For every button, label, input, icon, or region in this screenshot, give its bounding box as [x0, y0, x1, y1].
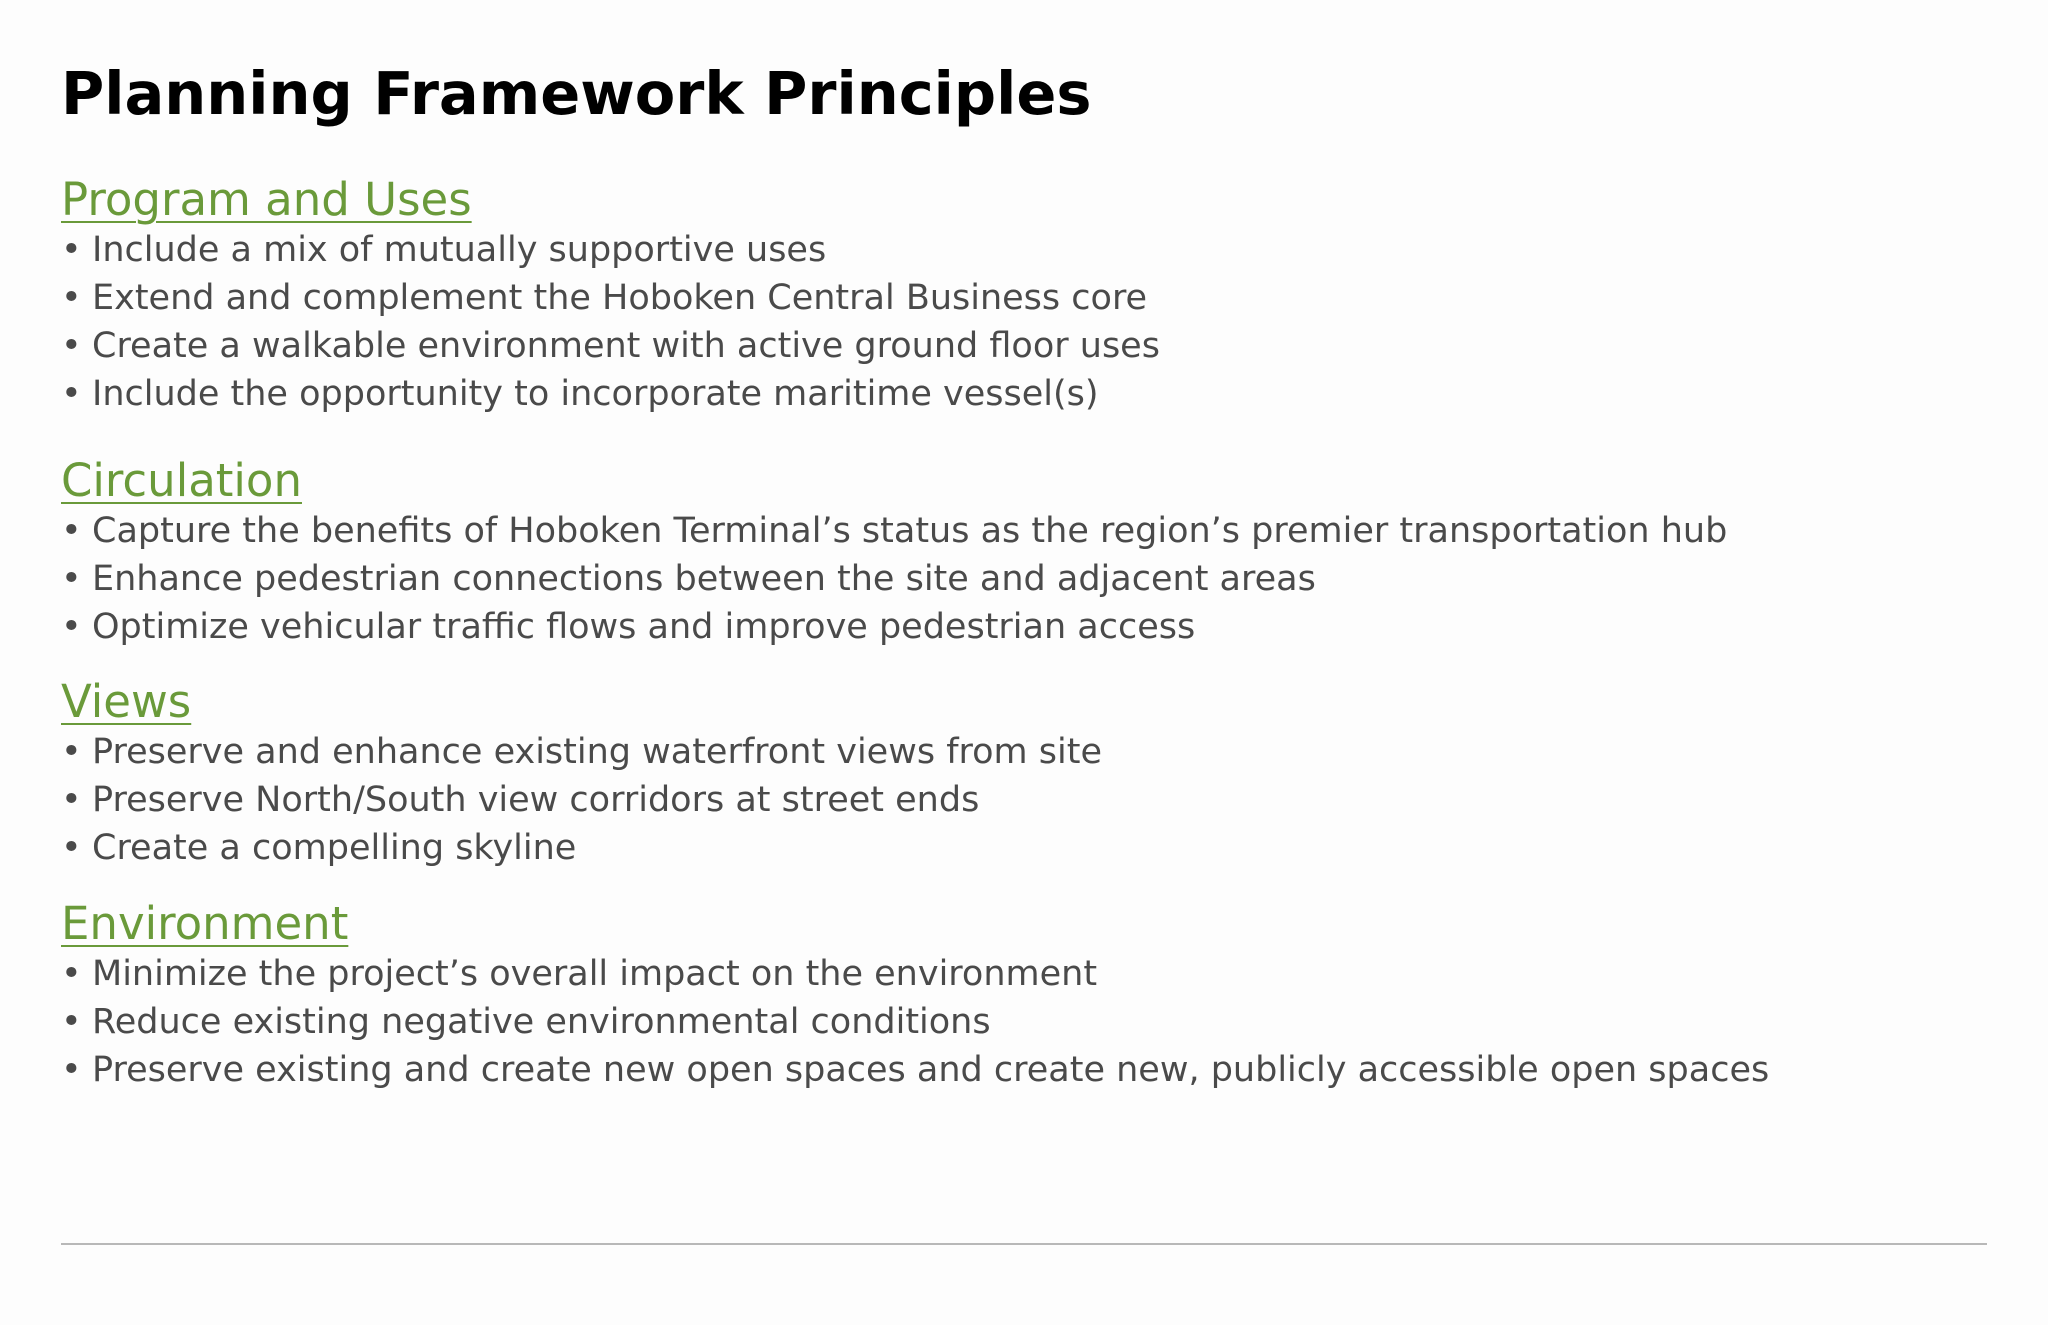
bullet-list: [61, 728, 2021, 872]
section-circulation: [61, 455, 2021, 651]
section-heading: Environment: [61, 897, 349, 950]
bullet-item: • Create a walkable environment with active ground floor uses: [61, 322, 2021, 370]
bullet-item: • Include a mix of mutually supportive uses: [61, 226, 2021, 274]
bullet-item: • Create a compelling skyline: [61, 824, 2021, 872]
bullet-item: • Enhance pedestrian connections between the site and adjacent areas: [61, 555, 2021, 603]
bullet-item: • Include the opportunity to incorporate maritime vessel(s): [61, 370, 2021, 418]
section-environment: [61, 898, 2021, 1094]
bullet-item: • Preserve existing and create new open spaces and create new, publicly accessible open spaces: [61, 1046, 1922, 1094]
bullet-item: • Extend and complement the Hoboken Central Business core: [61, 274, 2021, 322]
bullet-list: [61, 950, 2021, 1094]
bullet-item: • Capture the benefits of Hoboken Terminal’s status as the region’s premier transportation hub: [61, 507, 2021, 555]
bullet-list: [61, 507, 2021, 651]
section-heading: Program and Uses: [61, 173, 472, 226]
footer-divider: [61, 1243, 1987, 1245]
bullet-item: • Preserve North/South view corridors at street ends: [61, 776, 2021, 824]
section-heading: Views: [61, 675, 192, 728]
bullet-item: • Minimize the project’s overall impact on the environment: [61, 950, 2021, 998]
bullet-item: • Preserve and enhance existing waterfront views from site: [61, 728, 2021, 776]
section-views: [61, 676, 2021, 872]
section-heading: Circulation: [61, 454, 302, 507]
page-title: Planning Framework Principles: [61, 59, 1092, 128]
section-program-and-uses: [61, 174, 2021, 418]
bullet-item: • Reduce existing negative environmental conditions: [61, 998, 2021, 1046]
bullet-list: [61, 226, 2021, 418]
bullet-item: • Optimize vehicular traffic flows and improve pedestrian access: [61, 603, 2021, 651]
